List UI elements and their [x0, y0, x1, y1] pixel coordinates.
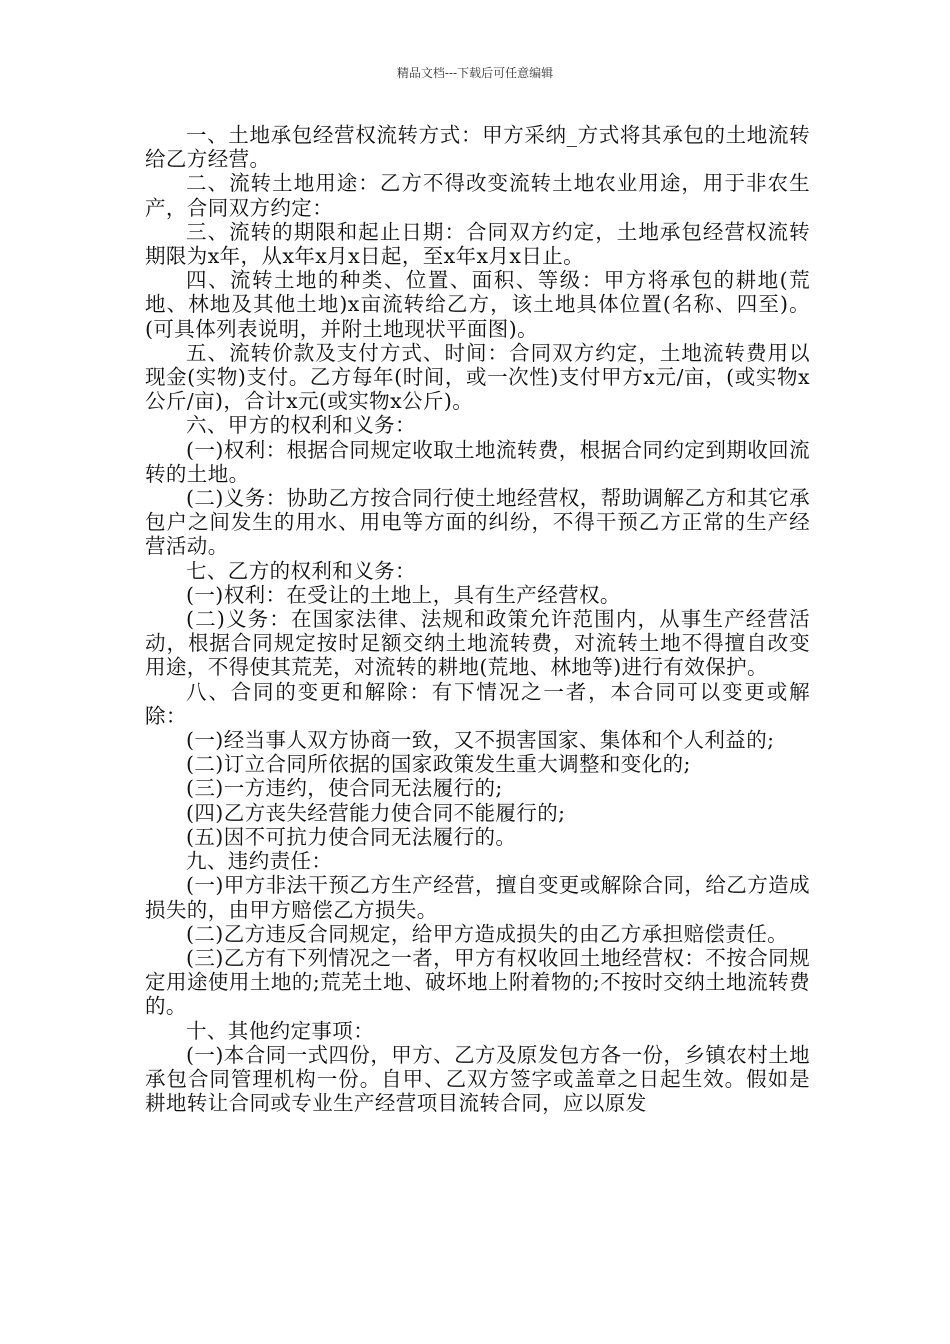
clause-8-heading: 八、合同的变更和解除：有下情况之一者，本合同可以变更或解除：	[145, 679, 810, 728]
clause-10-item-1: (一)本合同一式四份，甲方、乙方及原发包方各一份，乡镇农村土地承包合同管理机构一份。自甲、乙双方签字或盖章之日起生效。假如是耕地转让合同或专业生产经营项目流转合同，应以原发	[145, 1042, 810, 1116]
clause-2-land-use: 二、流转土地用途：乙方不得改变流转土地农业用途，用于非农生产，合同双方约定：	[145, 171, 810, 220]
clause-5-payment: 五、流转价款及支付方式、时间：合同双方约定，土地流转费用以现金(实物)支付。乙方每年(时间，或一次性)支付甲方x元/亩，(或实物x公斤/亩)，合计x元(或实物x公斤)。	[145, 340, 810, 414]
clause-8-item-5: (五)因不可抗力使合同无法履行的。	[186, 824, 517, 849]
clause-8-item-2: (二)订立合同所依据的国家政策发生重大调整和变化的;	[186, 752, 691, 777]
clause-6-rights: (一)权利：根据合同规定收取土地流转费，根据合同约定到期收回流转的土地。	[145, 437, 810, 486]
clause-9-item-2: (二)乙方违反合同规定，给甲方造成损失的由乙方承担赔偿责任。	[186, 921, 788, 946]
clause-8-item-3: (三)一方违约，使合同无法履行的;	[186, 776, 503, 801]
clause-7-rights: (一)权利：在受让的土地上，具有生产经营权。	[186, 582, 621, 607]
clause-8-item-1: (一)经当事人双方协商一致，又不损害国家、集体和个人利益的;	[186, 728, 775, 753]
clause-1-transfer-method: 一、土地承包经营权流转方式：甲方采纳_方式将其承包的土地流转给乙方经营。	[145, 123, 810, 172]
clause-10-heading: 十、其他约定事项：	[186, 1018, 375, 1043]
clause-4-land-details: 四、流转土地的种类、位置、面积、等级：甲方将承包的耕地(荒地、林地及其他土地)x亩流转给乙方，该土地具体位置(名称、四至)。(可具体列表说明，并附土地现状平面图)。	[145, 268, 810, 341]
clause-8-item-4: (四)乙方丧失经营能力使合同不能履行的;	[186, 800, 566, 825]
clause-9-item-3: (三)乙方有下列情况之一者，甲方有权收回土地经营权：不按合同规定用途使用土地的;荒芜土地、破坏地上附着物的;不按时交纳土地流转费的。	[145, 945, 810, 1019]
page-header: 精品文档---下载后可任意编辑	[396, 66, 554, 80]
clause-9-item-1: (一)甲方非法干预乙方生产经营，擅自变更或解除合同，给乙方造成损失的，由甲方赔偿乙方损失。	[145, 873, 810, 922]
document-body	[145, 123, 810, 1115]
clause-3-term-dates: 三、流转的期限和起止日期：合同双方约定，土地承包经营权流转期限为x年，从x年x月x日起，至x年x月x日止。	[145, 219, 810, 269]
clause-6-obligations: (二)义务：协助乙方按合同行使土地经营权，帮助调解乙方和其它承包户之间发生的用水、用电等方面的纠纷，不得干预乙方正常的生产经营活动。	[145, 486, 810, 559]
clause-9-heading: 九、违约责任：	[186, 849, 333, 874]
clause-7-heading: 七、乙方的权利和义务：	[186, 558, 416, 583]
clause-7-obligations: (二)义务：在国家法律、法规和政策允许范围内，从事生产经营活动，根据合同规定按时足额交纳土地流转费，对流转土地不得擅自改变用途，不得使其荒芜，对流转的耕地(荒地、林地等)进行有效保护。	[145, 607, 810, 680]
clause-6-heading: 六、甲方的权利和义务：	[186, 413, 416, 438]
